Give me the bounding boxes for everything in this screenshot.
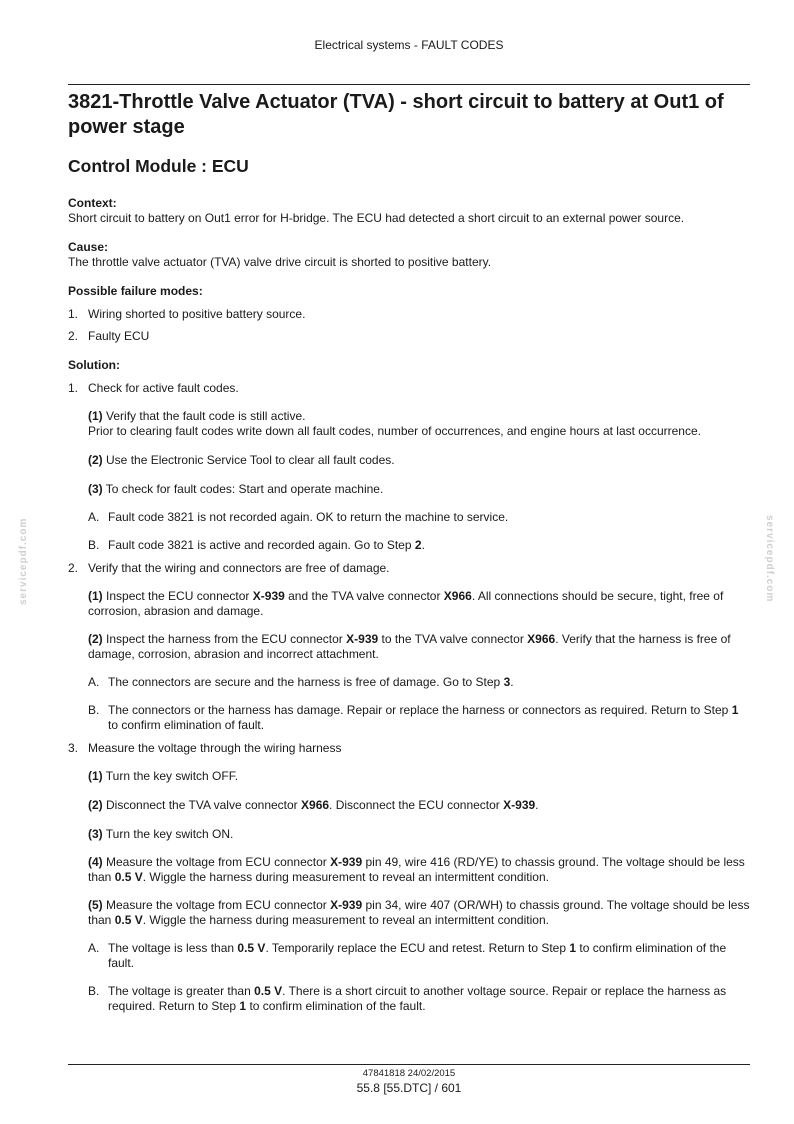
outcome-item: B. The connectors or the harness has damage. Repair or replace the harness or connectors as required. Return to Step 1 to confirm elimination of fault. [88, 703, 739, 732]
solution-step-1: 1. Check for active fault codes. [68, 381, 239, 395]
header-divider [68, 84, 750, 85]
document-page [68, 0, 750, 1124]
footer-divider [68, 1064, 750, 1065]
outcome-item: A. Fault code 3821 is not recorded again. OK to return the machine to service. [88, 510, 509, 524]
watermark-left: servicepdf.com [18, 517, 29, 605]
substep: (5) Measure the voltage from ECU connector X-939 pin 34, wire 407 (OR/WH) to chassis ground. The voltage should be less than 0.5 V. Wiggle the harness during measurement to reveal an intermittent condition. [88, 898, 750, 927]
substep: (1) Verify that the fault code is still active. Prior to clearing fault codes write down all fault codes, number of occurrences, and engine hours at last occurrence. [88, 409, 701, 438]
outcome-item: A. The voltage is less than 0.5 V. Temporarily replace the ECU and retest. Return to Step 1 to confirm elimination of the fault. [88, 941, 727, 970]
solution-step-3: 3. Measure the voltage through the wiring harness [68, 741, 342, 755]
outcome-item: A. The connectors are secure and the harness is free of damage. Go to Step 3. [88, 675, 514, 689]
list-item: 1. Wiring shorted to positive battery source. [68, 307, 306, 321]
solution-step-2: 2. Verify that the wiring and connectors are free of damage. [68, 561, 390, 575]
context-section [68, 196, 750, 226]
control-module-heading: Control Module : ECU [68, 156, 249, 176]
substep: (1) Turn the key switch OFF. [88, 769, 239, 783]
failure-modes-label: Possible failure modes: [68, 284, 203, 298]
list-item: 2. Faulty ECU [68, 329, 150, 343]
running-header: Electrical systems - FAULT CODES [314, 38, 504, 52]
solution-section [68, 358, 750, 1014]
substep: (2) Use the Electronic Service Tool to clear all fault codes. [88, 453, 395, 467]
substep: (3) Turn the key switch ON. [88, 827, 234, 841]
cause-label: Cause: [68, 240, 109, 254]
context-label: Context: [68, 196, 117, 210]
substep: (2) Disconnect the TVA valve connector X966. Disconnect the ECU connector X-939. [88, 798, 539, 812]
outcome-item: B. The voltage is greater than 0.5 V. There is a short circuit to another voltage source. Repair or replace the harness as required. Return to Step 1 to confirm elimination of the fault. [88, 984, 727, 1013]
substep: (3) To check for fault codes: Start and operate machine. [88, 482, 384, 496]
page-title: 3821-Throttle Valve Actuator (TVA) - short circuit to battery at Out1 of power stage [68, 91, 724, 138]
context-text: Short circuit to battery on Out1 error for H-bridge. The ECU had detected a short circuit to an external power source. [68, 211, 685, 225]
document-body [68, 196, 750, 1014]
solution-label: Solution: [68, 358, 120, 372]
substep: (1) Inspect the ECU connector X-939 and the TVA valve connector X966. All connections should be secure, tight, free of corrosion, abrasion and damage. [88, 589, 724, 618]
page-number: 55.8 [55.DTC] / 601 [356, 1081, 462, 1095]
cause-text: The throttle valve actuator (TVA) valve drive circuit is shorted to positive battery. [68, 255, 492, 269]
substep: (4) Measure the voltage from ECU connector X-939 pin 49, wire 416 (RD/YE) to chassis ground. The voltage should be less than 0.5 V. Wiggle the harness during measurement to reveal an intermittent condition. [88, 855, 745, 884]
cause-section [68, 240, 750, 270]
document-reference: 47841818 24/02/2015 [362, 1068, 456, 1079]
failure-modes-section [68, 284, 750, 344]
outcome-item: B. Fault code 3821 is active and recorded again. Go to Step 2. [88, 538, 425, 552]
watermark-right: servicepdf.com [764, 515, 775, 603]
substep: (2) Inspect the harness from the ECU connector X-939 to the TVA valve connector X966. Verify that the harness is free of damage, corrosion, abrasion and incorrect attachment. [88, 632, 731, 661]
